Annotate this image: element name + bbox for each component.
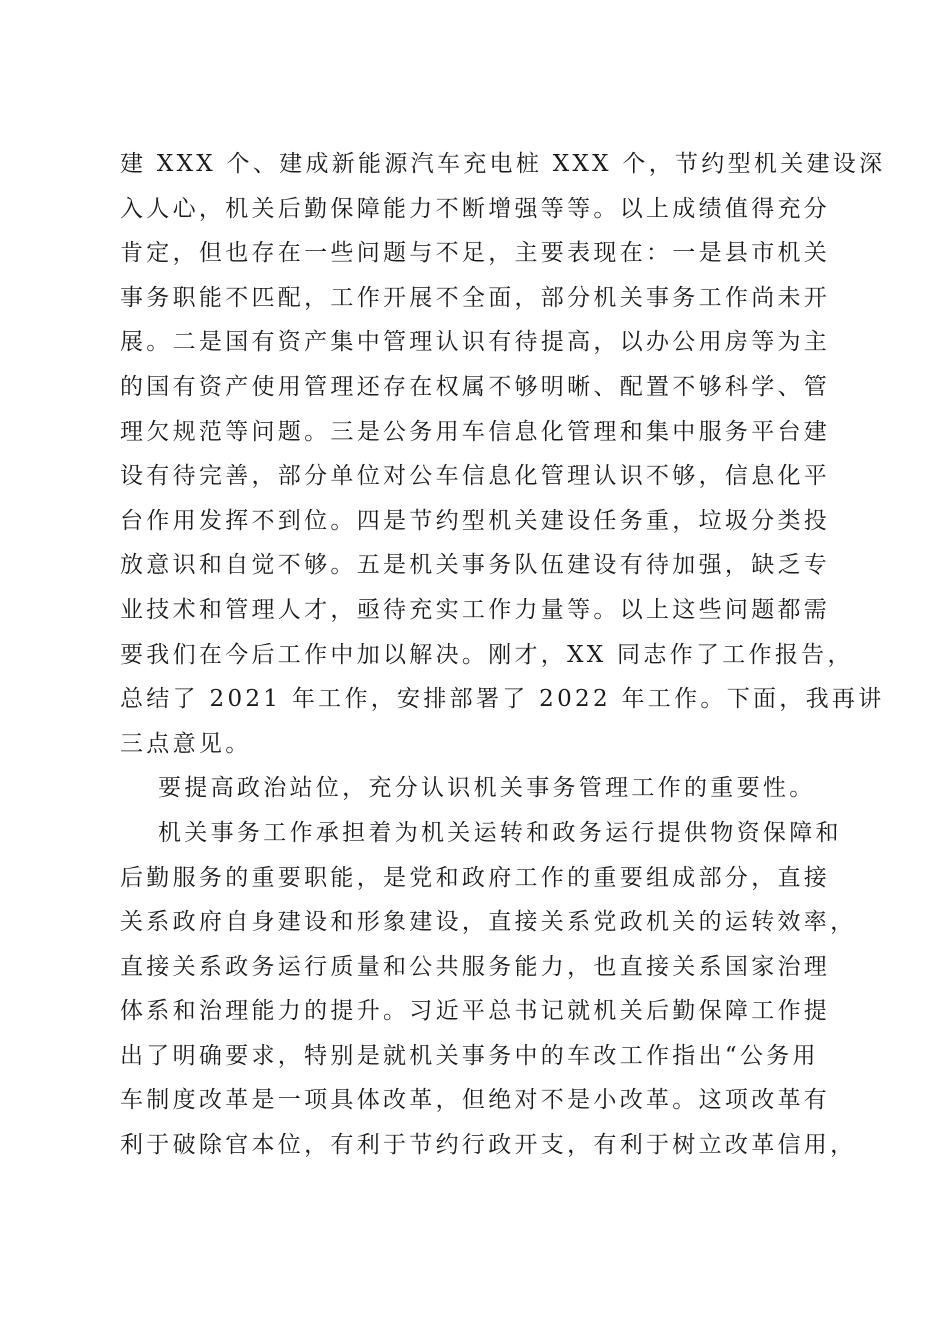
paragraph-line: 入人心，机关后勤保障能力不断增强等等。以上成绩值得充分 [120,195,831,222]
paragraph-line: 车制度改革是一项具体改革，但绝对不是小改革。这项改革有 [120,1087,831,1114]
paragraph-problems-summary [120,142,886,766]
section-heading [120,766,830,811]
paragraph-line: 的国有资产使用管理还存在权属不够明晰、配置不够科学、管 [120,373,831,400]
paragraph-line: 关系政府自身建设和形象建设，直接关系党政机关的运转效率， [120,909,857,936]
paragraph-line: 直接关系政务运行质量和公共服务能力，也直接关系国家治理 [120,953,831,980]
paragraph-line: 理欠规范等问题。三是公务用车信息化管理和集中服务平台建 [120,418,831,445]
paragraph-line: 要我们在今后工作中加以解决。刚才，XX 同志作了工作报告， [120,641,854,668]
paragraph-line: 设有待完善，部分单位对公车信息化管理认识不够，信息化平 [120,463,831,490]
paragraph-line: 展。二是国有资产集中管理认识有待提高，以办公用房等为主 [120,329,831,356]
paragraph-line: 总结了 2021 年工作，安排部署了 2022 年工作。下面，我再讲 [120,686,885,713]
paragraph-line: 利于破除官本位，有利于节约行政开支，有利于树立改革信用， [120,1132,857,1159]
paragraph-line: 肯定，但也存在一些问题与不足，主要表现在：一是县市机关 [120,240,831,267]
paragraph-line: 放意识和自觉不够。五是机关事务队伍建设有待加强，缺乏专 [120,552,831,579]
paragraph-line: 三点意见。 [120,730,252,757]
paragraph-line: 出了明确要求，特别是就机关事务中的车改工作指出“公务用 [120,1042,819,1069]
document-body [120,142,886,1168]
paragraph-line: 机关事务工作承担着为机关运转和政务运行提供物资保障和 [158,819,842,846]
paragraph-importance [120,811,857,1168]
paragraph-line: 业技术和管理人才，亟待充实工作力量等。以上这些问题都需 [120,596,831,623]
paragraph-line: 台作用发挥不到位。四是节约型机关建设任务重，垃圾分类投 [120,507,831,534]
paragraph-line: 体系和治理能力的提升。习近平总书记就机关后勤保障工作提 [120,998,831,1025]
paragraph-line: 事务职能不匹配，工作开展不全面，部分机关事务工作尚未开 [120,284,831,311]
section-heading-text: 要提高政治站位，充分认识机关事务管理工作的重要性。 [158,775,816,802]
paragraph-line: 建 XXX 个、建成新能源汽车充电桩 XXX 个，节约型机关建设深 [120,151,886,177]
paragraph-line: 后勤服务的重要职能，是党和政府工作的重要组成部分，直接 [120,864,831,891]
